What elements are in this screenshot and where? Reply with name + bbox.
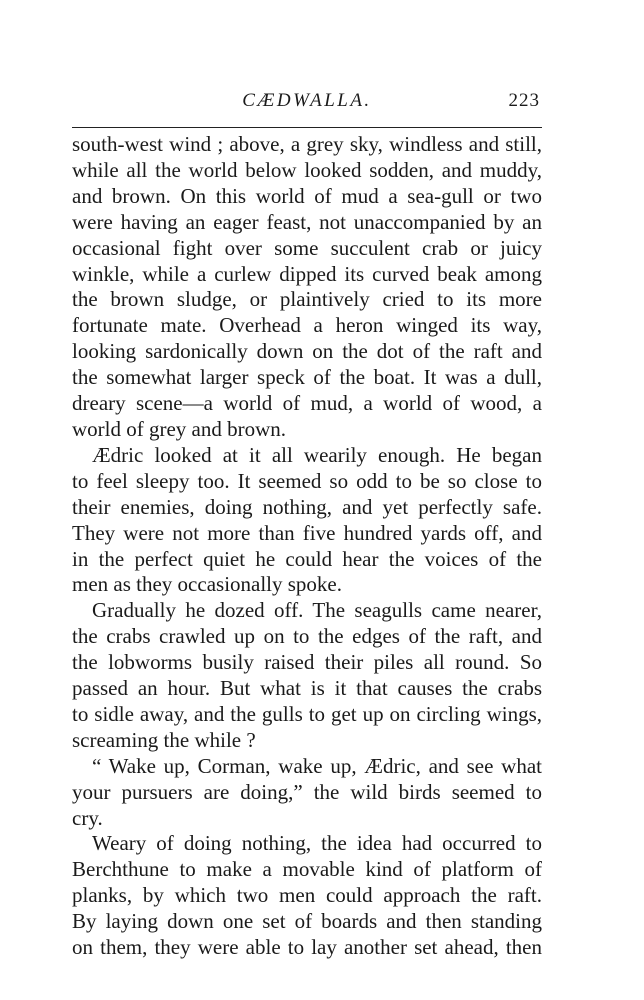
page-header (72, 88, 542, 118)
text-line: were having an eager feast, not unaccompanied by an (72, 209, 542, 234)
text-line: men as they occasionally spoke. (72, 572, 343, 597)
text-line: planks, by which two men could approach the raft. (72, 883, 542, 908)
text-line: winkle, while a curlew dipped its curved beak among (72, 261, 542, 286)
body-text (72, 132, 542, 961)
paragraph (72, 754, 542, 832)
text-line: south-west wind ; above, a grey sky, windless and still, (72, 132, 542, 156)
header-rule (72, 127, 542, 128)
running-head: CÆDWALLA. (242, 90, 372, 111)
text-line: to feel sleepy too. It seemed so odd to be so close to (72, 468, 542, 493)
text-line: Gradually he dozed off. The seagulls came nearer, (92, 598, 542, 623)
text-line: the crabs crawled up on to the edges of the raft, and (72, 624, 542, 649)
text-line: They were not more than five hundred yards off, and (72, 520, 542, 545)
text-line: the brown sludge, or plaintively cried to its more (72, 287, 542, 312)
text-line: occasional fight over some succulent crab or juicy (72, 235, 542, 260)
text-line: Berchthune to make a movable kind of platform of (72, 857, 542, 882)
text-line: cry. (72, 805, 103, 830)
text-line: looking sardonically down on the dot of the raft and (72, 339, 542, 364)
text-line: the lobworms busily raised their piles all round. So (72, 650, 542, 675)
text-line: Ædric looked at it all wearily enough. He began (92, 442, 542, 467)
text-line: to sidle away, and the gulls to get up on circling wings, (72, 701, 542, 726)
text-line: while all the world below looked sodden, and muddy, (72, 157, 542, 182)
text-line: passed an hour. But what is it that causes the crabs (72, 676, 542, 701)
text-line: and brown. On this world of mud a sea-gull or two (72, 183, 542, 208)
paragraph (72, 132, 542, 443)
paragraph (72, 598, 542, 753)
text-line: your pursuers are doing,” the wild birds seemed to (72, 779, 542, 804)
text-line: their enemies, doing nothing, and yet perfectly safe. (72, 494, 542, 519)
text-line: world of grey and brown. (72, 416, 287, 441)
paragraph (72, 443, 542, 598)
text-line: the somewhat larger speck of the boat. It was a dull, (72, 365, 542, 390)
page-number: 223 (508, 90, 540, 111)
text-line: screaming the while ? (72, 727, 256, 752)
text-line: on them, they were able to lay another set ahead, then (72, 935, 542, 960)
text-line: “ Wake up, Corman, wake up, Ædric, and see what (92, 753, 542, 778)
text-line: in the perfect quiet he could hear the voices of the (72, 546, 542, 571)
paragraph (72, 831, 542, 961)
text-line: dreary scene—a world of mud, a world of wood, a (72, 391, 542, 416)
text-line: By laying down one set of boards and then standing (72, 909, 542, 934)
text-line: Weary of doing nothing, the idea had occurred to (92, 831, 542, 856)
text-line: fortunate mate. Overhead a heron winged its way, (72, 313, 542, 338)
